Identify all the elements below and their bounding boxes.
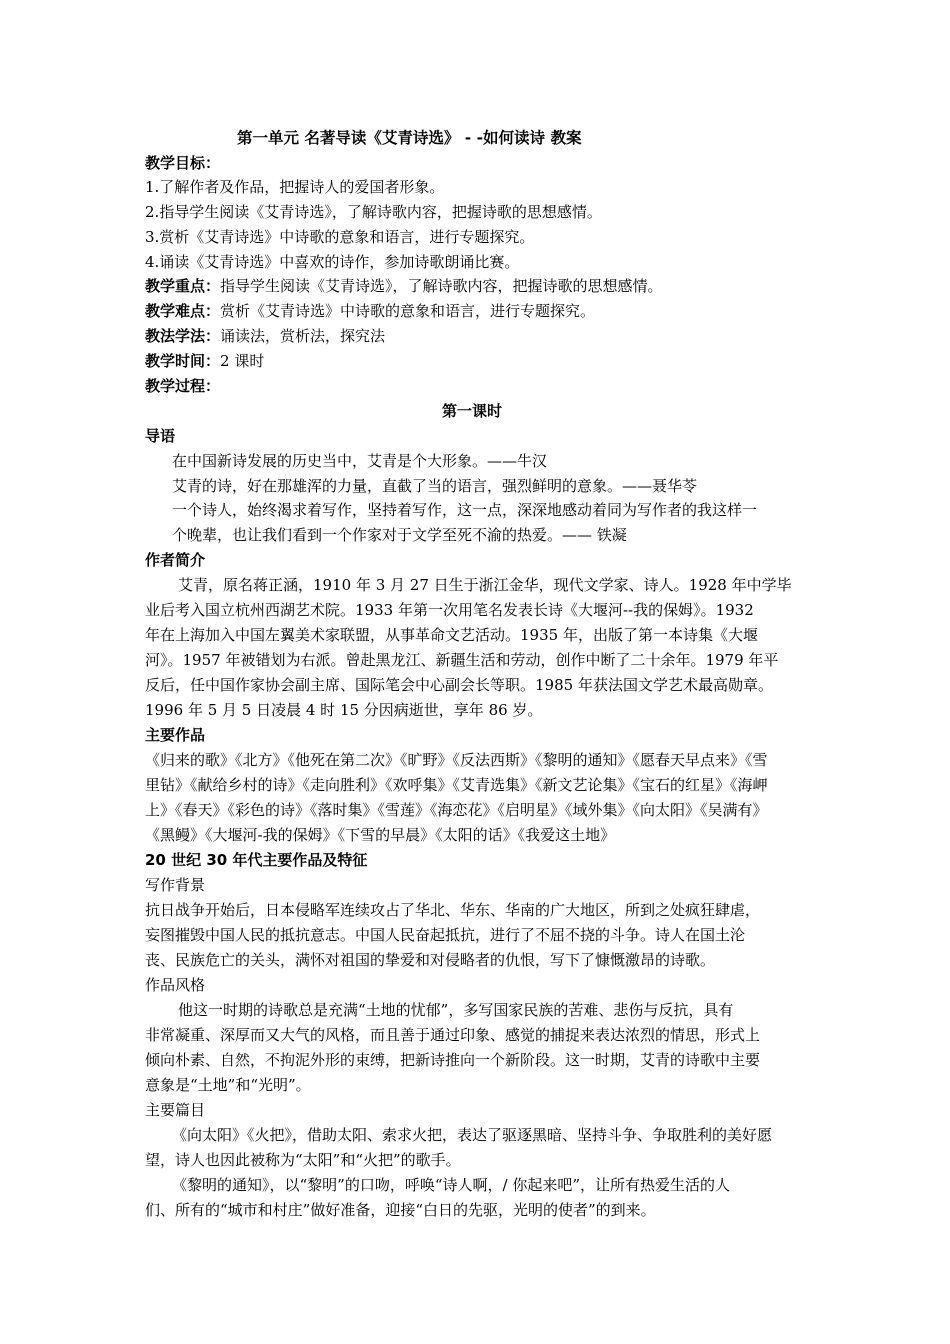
pieces-line: 望，诗人也因此被称为“太阳”和“火把”的歌手。 bbox=[145, 1151, 461, 1169]
works-line: 里钻》《献给乡村的诗》《走向胜利》《欢呼集》《艾青选集》《新文艺论集》《宝石的红星》《海岬 bbox=[145, 776, 768, 794]
works-line: 《归来的歌》《北方》《他死在第二次》《旷野》《反法西斯》《黎明的通知》《愿春天早点来》《雪 bbox=[145, 751, 768, 769]
intro-line: 一个诗人，始终渴求着写作，坚持着写作，这一点，深深地感动着同为写作者的我这样一 bbox=[172, 501, 758, 519]
works-heading: 主要作品 bbox=[145, 726, 206, 744]
difficulties bbox=[145, 301, 595, 321]
author-heading: 作者简介 bbox=[145, 551, 206, 569]
time-text: 2 课时 bbox=[220, 352, 265, 370]
objective-item: 2.指导学生阅读《艾青诗选》，了解诗歌内容，把握诗歌的思想感情。 bbox=[145, 203, 602, 221]
objective-item: 1.了解作者及作品，把握诗人的爱国者形象。 bbox=[145, 178, 445, 196]
style-heading: 作品风格 bbox=[145, 976, 206, 994]
methods bbox=[145, 326, 385, 346]
pieces-line: 《向太阳》《火把》，借助太阳、索求火把，表达了驱逐黑暗、坚持斗争、争取胜利的美好愿 bbox=[172, 1126, 773, 1144]
author-line: 1996 年 5 月 5 日凌晨 4 时 15 分因病逝世，享年 86 岁。 bbox=[145, 701, 543, 719]
pieces-heading: 主要篇目 bbox=[145, 1101, 206, 1119]
author-line: 艾青，原名蒋正涵，1910 年 3 月 27 日生于浙江金华，现代文学家、诗人。1928 年中学毕 bbox=[178, 576, 792, 594]
methods-label: 教法学法： bbox=[145, 327, 221, 345]
style-line: 意象是“土地”和“光明”。 bbox=[145, 1076, 311, 1094]
intro-line: 个晚辈，也让我们看到一个作家对于文学至死不渝的热爱。—— 铁凝 bbox=[172, 526, 627, 544]
difficulties-label: 教学难点： bbox=[145, 302, 221, 320]
objective-item: 3.赏析《艾青诗选》中诗歌的意象和语言，进行专题探究。 bbox=[145, 228, 535, 246]
teaching-time bbox=[145, 351, 264, 371]
background-line: 丧、民族危亡的关头，满怀对祖国的挚爱和对侵略者的仇恨，写下了慷慨激昂的诗歌。 bbox=[145, 951, 716, 969]
key-points-text: 指导学生阅读《艾青诗选》，了解诗歌内容，把握诗歌的思想感情。 bbox=[220, 277, 663, 295]
works-line: 《黑鳗》《大堰河-我的保姆》《下雪的早晨》《太阳的话》《我爱这土地》 bbox=[145, 826, 616, 844]
author-line: 业后考入国立杭州西湖艺术院。1933 年第一次用笔名发表长诗《大堰河--我的保姆》。1932 bbox=[145, 601, 754, 619]
style-line: 倾向朴素、自然，不拘泥外形的束缚，把新诗推向一个新阶段。这一时期，艾青的诗歌中主要 bbox=[145, 1051, 761, 1069]
objective-item: 4.诵读《艾青诗选》中喜欢的诗作，参加诗歌朗诵比赛。 bbox=[145, 253, 520, 271]
process-heading: 教学过程： bbox=[145, 377, 221, 395]
works-line: 上》《春天》《彩色的诗》《落时集》《雪莲》《海恋花》《启明星》《域外集》《向太阳》《吴满有》 bbox=[145, 801, 768, 819]
objectives-heading: 教学目标： bbox=[145, 154, 221, 172]
author-line: 河》。1957 年被错划为右派。曾赴黑龙江、新疆生活和劳动，创作中断了二十余年。1979 年平 bbox=[145, 651, 779, 669]
key-points-label: 教学重点： bbox=[145, 277, 221, 295]
methods-text: 诵读法，赏析法，探究法 bbox=[220, 327, 386, 345]
author-line: 反后，任中国作家协会副主席、国际笔会中心副会长等职。1985 年获法国文学艺术最高勋章。 bbox=[145, 676, 773, 694]
era-heading: 20 世纪 30 年代主要作品及特征 bbox=[145, 851, 368, 869]
intro-line: 在中国新诗发展的历史当中，艾青是个大形象。——牛汉 bbox=[172, 452, 548, 470]
document-title: 第一单元 名著导读《艾青诗选》 - -如何读诗 教案 bbox=[237, 129, 582, 147]
background-heading: 写作背景 bbox=[145, 876, 206, 894]
pieces-line: 们、所有的“城市和村庄”做好准备，迎接“白日的先驱，光明的使者”的到来。 bbox=[145, 1201, 656, 1219]
key-points bbox=[145, 276, 663, 296]
lesson-heading: 第一课时 bbox=[442, 402, 503, 420]
style-line: 非常凝重、深厚而又大气的风格，而且善于通过印象、感觉的捕捉来表达浓烈的情思，形式上 bbox=[145, 1026, 761, 1044]
author-line: 年在上海加入中国左翼美术家联盟，从事革命文艺活动。1935 年，出版了第一本诗集《大堰 bbox=[145, 626, 758, 644]
background-line: 妄图摧毁中国人民的抵抗意志。中国人民奋起抵抗，进行了不屈不挠的斗争。诗人在国土沦 bbox=[145, 926, 746, 944]
background-line: 抗日战争开始后，日本侵略军连续攻占了华北、华东、华南的广大地区，所到之处疯狂肆虐， bbox=[145, 901, 761, 919]
pieces-line: 《黎明的通知》，以“黎明”的口吻，呼唤“诗人啊，/ 你起来吧”，让所有热爱生活的人 bbox=[172, 1176, 730, 1194]
intro-heading: 导语 bbox=[145, 427, 176, 445]
time-label: 教学时间： bbox=[145, 352, 221, 370]
style-line: 他这一时期的诗歌总是充满“土地的忧郁”，多写国家民族的苦难、悲伤与反抗，具有 bbox=[178, 1001, 734, 1019]
difficulties-text: 赏析《艾青诗选》中诗歌的意象和语言，进行专题探究。 bbox=[220, 302, 596, 320]
intro-line: 艾青的诗，好在那雄浑的力量，直截了当的语言，强烈鲜明的意象。——聂华苓 bbox=[172, 477, 698, 495]
